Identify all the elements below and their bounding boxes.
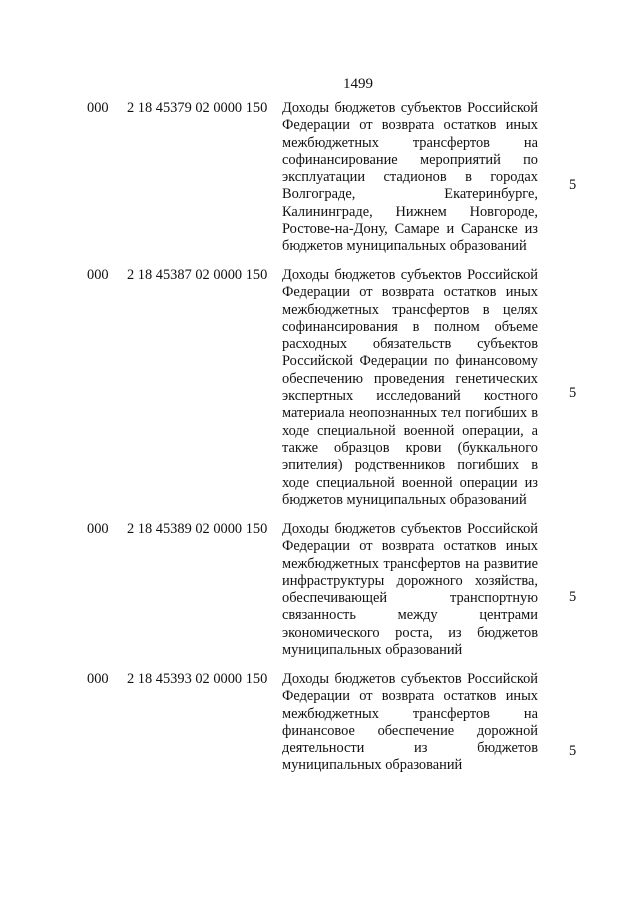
admin-code: 000 bbox=[87, 100, 109, 116]
admin-code: 000 bbox=[87, 267, 109, 283]
income-description: Доходы бюджетов субъектов Российской Федерации от возврата остатков иных межбюджетных трансфертов на софинансирование мероприятий по эксплуатации стадионов в городах Волгограде, Екатеринбурге, Калининграде, Нижнем Новгороде, Ростове-на-Дону, Самаре и Саранске из бюджетов муниципальных образований bbox=[282, 100, 538, 255]
budget-classification-code: 2 18 45389 02 0000 150 bbox=[127, 521, 268, 537]
admin-code: 000 bbox=[87, 521, 109, 537]
amount-value: 5 bbox=[569, 589, 577, 605]
income-description: Доходы бюджетов субъектов Российской Федерации от возврата остатков иных межбюджетных трансфертов на финансовое обеспечение дорожной деятельности из бюджетов муниципальных образований bbox=[282, 671, 538, 774]
admin-code: 000 bbox=[87, 671, 109, 687]
income-description: Доходы бюджетов субъектов Российской Федерации от возврата остатков иных межбюджетных трансфертов на развитие инфраструктуры дорожного хозяйства, обеспечивающей транспортную связанность между центрами экономического роста, из бюджетов муниципальных образований bbox=[282, 521, 538, 659]
budget-classification-code: 2 18 45379 02 0000 150 bbox=[127, 100, 268, 116]
amount-value: 5 bbox=[569, 743, 577, 759]
amount-value: 5 bbox=[569, 385, 577, 401]
budget-classification-code: 2 18 45387 02 0000 150 bbox=[127, 267, 268, 283]
page-number: 1499 bbox=[343, 76, 373, 92]
income-description: Доходы бюджетов субъектов Российской Федерации от возврата остатков иных межбюджетных трансфертов в целях софинансирования в полном объеме расходных обязательств субъектов Российской Федерации по финансовому обеспечению проведения генетических экспертных исследований костного материала неопознанных тел погибших в ходе специальной военной операции, а также образцов крови (буккального эпителия) родственников погибших в ходе специальной военной операции из бюджетов муниципальных образований bbox=[282, 267, 538, 508]
amount-value: 5 bbox=[569, 177, 577, 193]
budget-classification-code: 2 18 45393 02 0000 150 bbox=[127, 671, 268, 687]
